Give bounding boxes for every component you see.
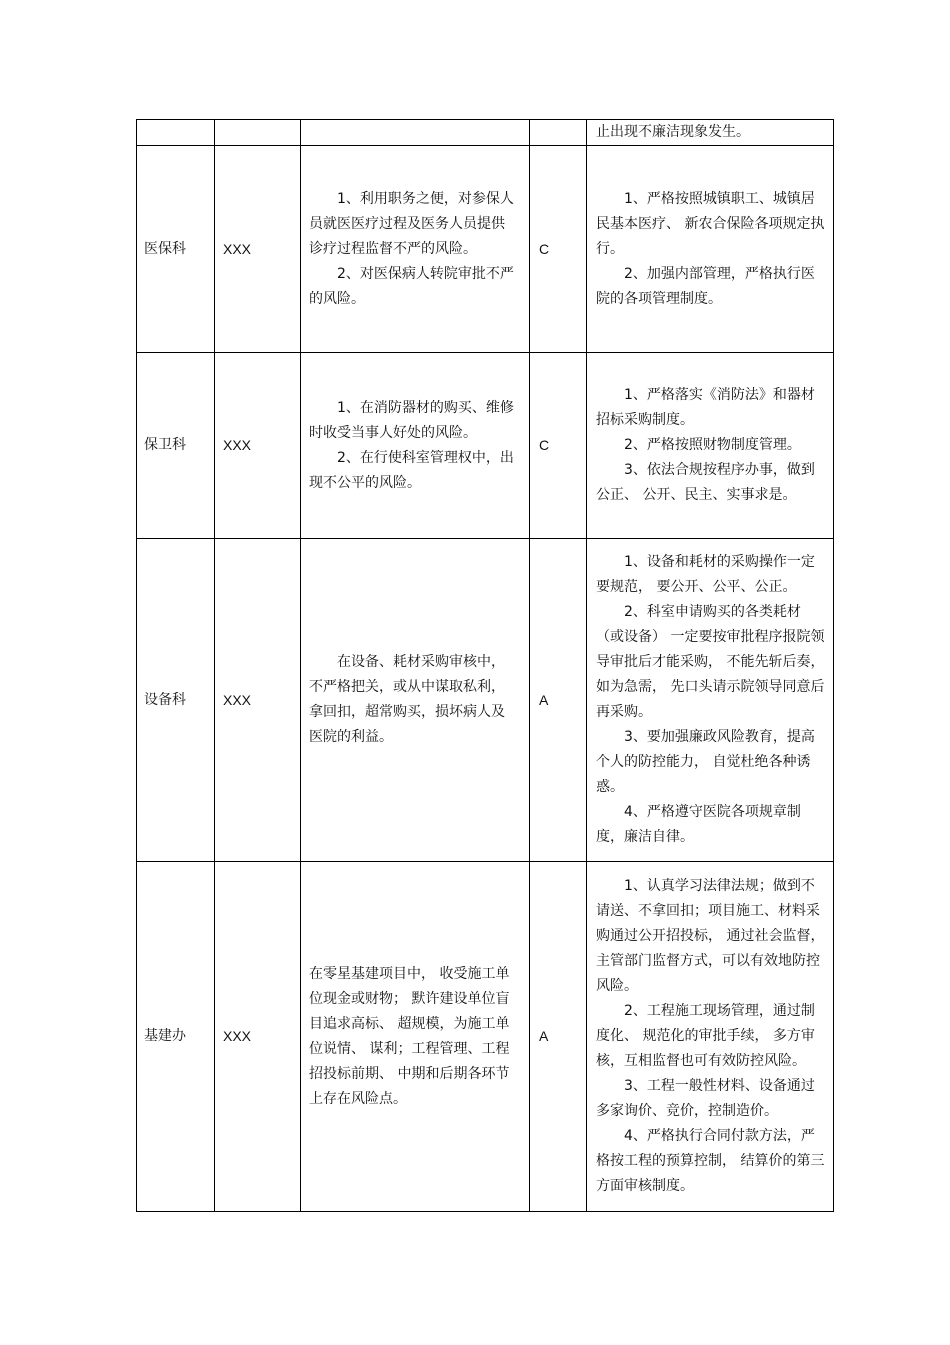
person-cell: XXX — [215, 539, 301, 862]
measure-cell — [587, 146, 834, 353]
risk-text: 在设备、耗材采购审核中，不严格把关，或从中谋取私利，拿回扣，超常购买，损坏病人及医院的利益。 — [309, 654, 505, 745]
person-cell — [215, 120, 301, 146]
risk-text: 1、利用职务之便，对参保人员就医医疗过程及医务人员提供诊疗过程监督不严的风险。 — [309, 190, 514, 257]
measure-cell — [587, 539, 834, 862]
measure-text: 2、工程施工现场管理，通过制度化、 规范化的审批手续， 多方审核，互相监督也可有效防控风险。 — [596, 1003, 815, 1069]
table-row — [137, 146, 834, 353]
department-cell: 医保科 — [137, 146, 215, 353]
department-cell: 基建办 — [137, 862, 215, 1212]
level-cell: C — [530, 146, 587, 353]
table-row — [137, 862, 834, 1212]
risk-text: 在零星基建项目中， 收受施工单位现金或财物； 默许建设单位盲目追求高标、 超规模，为施工单位说情、 谋利；工程管理、工程招投标前期、 中期和后期各环节上存在风险点。 — [309, 965, 510, 1107]
level-cell: C — [530, 353, 587, 539]
measure-text: 1、严格落实《消防法》和器材招标采购制度。 — [596, 387, 815, 428]
level-cell: A — [530, 539, 587, 862]
measure-text: 4、严格执行合同付款方法，严格按工程的预算控制， 结算价的第三方面审核制度。 — [596, 1128, 825, 1194]
department-cell — [137, 120, 215, 146]
measure-text: 3、工程一般性材料、设备通过多家询价、竞价，控制造价。 — [596, 1078, 815, 1119]
table-row — [137, 353, 834, 539]
table-row — [137, 539, 834, 862]
measure-text: 1、认真学习法律法规；做到不请送、不拿回扣；项目施工、材料采购通过公开招投标， 通过社会监督，主管部门监督方式，可以有效地防控风险。 — [596, 878, 825, 994]
risk-control-table — [136, 119, 834, 1212]
person-cell: XXX — [215, 353, 301, 539]
measure-text: 2、加强内部管理，严格执行医院的各项管理制度。 — [596, 265, 815, 307]
department-cell: 保卫科 — [137, 353, 215, 539]
level-cell: A — [530, 862, 587, 1212]
measure-cell — [587, 862, 834, 1212]
risk-cell — [301, 862, 530, 1212]
measure-text: 1、严格按照城镇职工、城镇居民基本医疗、 新农合保险各项规定执行。 — [596, 190, 825, 257]
measure-text: 2、严格按照财物制度管理。 — [624, 437, 801, 453]
risk-cell — [301, 353, 530, 539]
measure-cell — [587, 353, 834, 539]
person-cell: XXX — [215, 862, 301, 1212]
table-row — [137, 120, 834, 146]
risk-text: 2、对医保病人转院审批不严的风险。 — [309, 265, 514, 307]
level-cell — [530, 120, 587, 146]
measure-text: 2、科室申请购买的各类耗材（或设备） 一定要按审批程序报院领导审批后才能采购， 不能先斩后奏， 如为急需， 先口头请示院领导同意后再采购。 — [596, 604, 825, 720]
measure-text: 止出现不廉洁现象发生。 — [596, 124, 750, 140]
risk-text: 1、在消防器材的购买、维修时收受当事人好处的风险。 — [309, 399, 514, 441]
measure-text: 1、设备和耗材的采购操作一定要规范， 要公开、公平、公正。 — [596, 554, 815, 595]
risk-cell — [301, 539, 530, 862]
measure-text: 3、依法合规按程序办事，做到公正、 公开、民主、实事求是。 — [596, 462, 815, 503]
measure-text: 3、要加强廉政风险教育，提高个人的防控能力， 自觉杜绝各种诱惑。 — [596, 729, 815, 795]
measure-cell — [587, 120, 834, 146]
risk-cell — [301, 120, 530, 146]
department-cell: 设备科 — [137, 539, 215, 862]
measure-text: 4、严格遵守医院各项规章制度，廉洁自律。 — [596, 804, 801, 845]
risk-text: 2、在行使科室管理权中，出现不公平的风险。 — [309, 449, 514, 491]
person-cell: XXX — [215, 146, 301, 353]
risk-cell — [301, 146, 530, 353]
